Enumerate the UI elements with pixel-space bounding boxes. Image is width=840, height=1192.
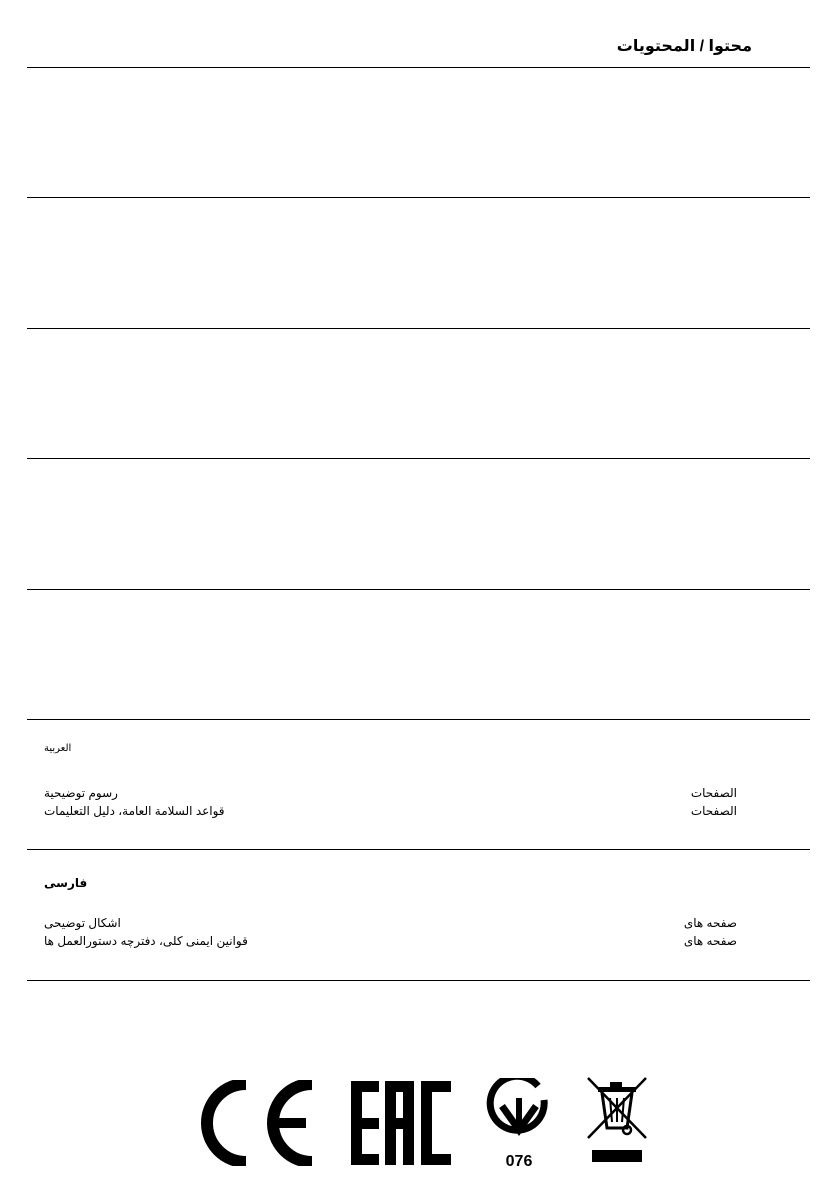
- contents-row-label: قوانین ایمنی کلی، دفترچه دستورالعمل ها: [44, 934, 248, 948]
- language-heading-arabic: العربية: [44, 743, 72, 754]
- divider: [27, 719, 810, 720]
- crossed-out-bin-icon: [586, 1076, 648, 1166]
- contents-row: [44, 916, 737, 934]
- language-heading-persian: فارسی: [44, 876, 88, 890]
- contents-row-pages: الصفحات: [690, 804, 737, 818]
- divider: [27, 980, 810, 981]
- divider: [27, 328, 810, 329]
- ce-mark-icon: [192, 1080, 318, 1166]
- divider: [27, 849, 810, 850]
- contents-row: [44, 804, 737, 822]
- contents-row-label: قواعد السلامة العامة، دليل التعليمات: [44, 804, 225, 818]
- contents-row-label: رسوم توضيحية: [44, 786, 118, 800]
- divider: [27, 197, 810, 198]
- contents-row-label: اشکال توضیحی: [44, 916, 121, 930]
- contents-row: [44, 934, 737, 952]
- page-title: محتوا / المحتويات: [616, 38, 752, 55]
- contents-row: [44, 786, 737, 804]
- divider: [27, 589, 810, 590]
- contents-row-pages: الصفحات: [690, 786, 737, 800]
- contents-row-pages: صفحه های: [683, 934, 737, 948]
- divider: [27, 458, 810, 459]
- contents-row-pages: صفحه های: [683, 916, 737, 930]
- certification-marks: [0, 1076, 840, 1192]
- divider: [27, 67, 810, 68]
- ukrainian-mark-number: 076: [505, 1153, 533, 1170]
- eac-mark-icon: [351, 1081, 451, 1165]
- ukrainian-conformity-mark-icon: [486, 1078, 552, 1170]
